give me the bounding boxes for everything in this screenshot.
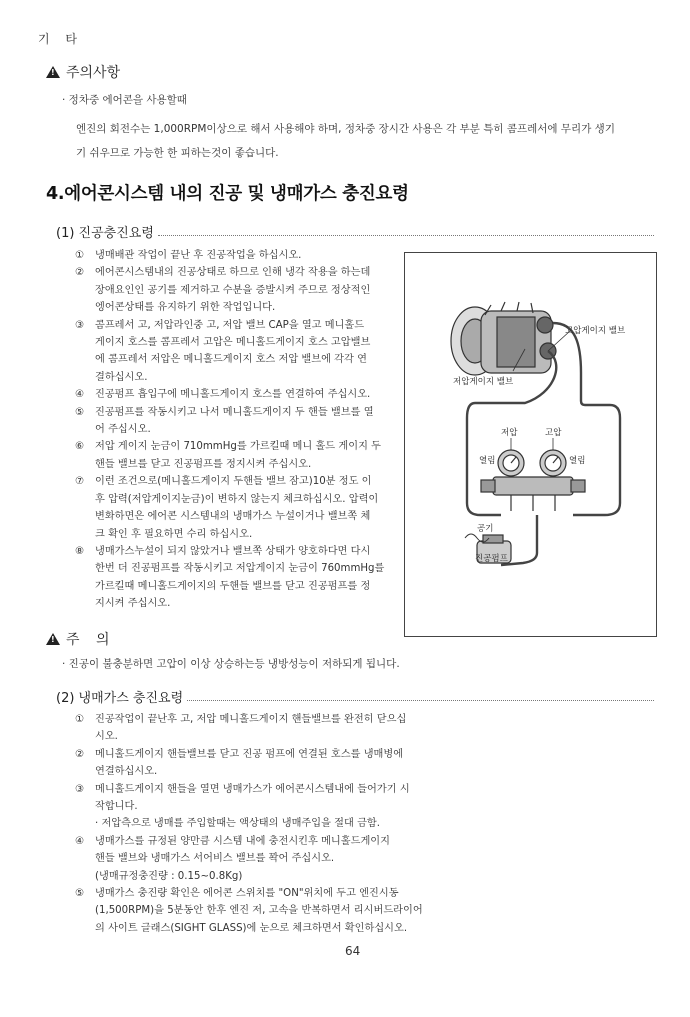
item-line: 후 압력(저압게이지눈금)이 변하지 않는지 체크하십시오. 압력이 bbox=[95, 493, 379, 505]
label-air: 공기 bbox=[477, 524, 494, 534]
item-number: ⑥ bbox=[75, 441, 85, 453]
caution-heading bbox=[46, 62, 120, 82]
page-number: 64 bbox=[345, 944, 361, 958]
list-item bbox=[75, 317, 395, 387]
item-line: 메니홀드게이지 핸들밸브를 닫고 진공 펌프에 연결된 호스를 냉매병에 bbox=[95, 748, 404, 760]
item-line: 시오. bbox=[95, 731, 118, 743]
item-number: ① bbox=[75, 250, 85, 261]
item-line: 변화하면은 에어콘 시스템내의 냉매가스 누설이거나 밸브쪽 체 bbox=[95, 511, 371, 523]
item-number: ③ bbox=[75, 319, 85, 331]
item-line: 어 주십시오. bbox=[95, 424, 151, 436]
list-item bbox=[75, 473, 395, 543]
section1-list bbox=[75, 247, 395, 613]
item-number: ⑧ bbox=[75, 545, 85, 557]
item-line: 메니홀드게이지 핸들을 열면 냉매가스가 에어콘시스템내에 들어가기 시 bbox=[95, 783, 410, 795]
item-line: 콤프레서 고, 저압라인중 고, 저압 밸브 CAP을 열고 메니홀드 bbox=[95, 319, 365, 331]
caution-bullet: · 정차중 에어콘을 사용할때 bbox=[62, 94, 187, 106]
compressor-icon bbox=[451, 302, 556, 375]
caution-heading bbox=[46, 629, 116, 649]
item-number: ① bbox=[75, 714, 85, 725]
item-line: 이런 조건으로(메니홀드게이지 두핸들 밸브 잠고)10분 정도 이 bbox=[95, 476, 372, 488]
item-body bbox=[95, 386, 395, 403]
item-line: 냉매가스누설이 되지 않았거나 밸브쪽 상태가 양호하다면 다시 bbox=[95, 545, 371, 557]
list-item bbox=[75, 264, 395, 316]
item-line: 진공작업이 끝난후 고, 저압 메니홀드게이지 핸들밸브를 완전히 닫으십 bbox=[95, 714, 407, 725]
item-line: 작합니다. bbox=[95, 801, 138, 813]
dotted-leader bbox=[158, 227, 654, 236]
item-line: (냉매규정충진량 : 0.15~0.8Kg) bbox=[95, 870, 243, 882]
item-line: 에 콤프레서 저압은 메니홀드게이지 호스 저압 밸브에 각각 연 bbox=[95, 354, 367, 366]
item-line: 엥어콘상태를 유지하기 위한 작업입니다. bbox=[95, 302, 276, 314]
caution-text-line: 엔진의 회전수는 1,000RPM이상으로 해서 사용해야 하며, 정차중 장시간 사용은 각 부분 특히 콤프레서에 무리가 생기 bbox=[76, 123, 615, 135]
item-body bbox=[95, 781, 425, 833]
item-body bbox=[95, 317, 395, 387]
item-line: 진공펌프 흡입구에 메니홀드게이지 호스를 연결하여 주십시오. bbox=[95, 389, 371, 401]
list-item bbox=[75, 247, 395, 264]
warning-icon bbox=[46, 66, 60, 78]
item-line: 가르킬때 메니홀드게이지의 두핸들 밸브를 닫고 진공펌프를 정 bbox=[95, 580, 371, 592]
list-item bbox=[75, 833, 425, 885]
diagram-illustration bbox=[405, 253, 656, 636]
item-number: ⑤ bbox=[75, 888, 85, 900]
item-number: ② bbox=[75, 267, 85, 279]
section2-list bbox=[75, 711, 425, 937]
item-line: 크 확인 후 필요하면 수리 하십시오. bbox=[95, 528, 253, 540]
section-title: (1) 진공충진요령 bbox=[56, 226, 154, 241]
item-number: ⑦ bbox=[75, 476, 85, 488]
label-low-valve: 저압게이지 밸브 bbox=[453, 377, 514, 387]
caution-title: 주의사항 bbox=[66, 65, 121, 81]
item-body bbox=[95, 833, 425, 885]
item-body bbox=[95, 247, 395, 264]
item-line: 냉매배관 작업이 끝난 후 진공작업을 하십시오. bbox=[95, 250, 302, 261]
item-line: 핸들 밸브와 냉매가스 서어비스 밸브를 꽉어 주십시오. bbox=[95, 853, 335, 865]
item-line: 장애요인인 공기를 제거하고 수분을 증발시켜 주므로 정상적인 bbox=[95, 284, 371, 296]
item-number: ④ bbox=[75, 389, 85, 401]
item-body bbox=[95, 543, 395, 613]
caution-title: 주 의 bbox=[66, 632, 116, 648]
item-body bbox=[95, 438, 395, 473]
label-open-left: 열림 bbox=[479, 456, 496, 466]
item-line: 핸들 밸브를 닫고 진공펌프를 정지시켜 주십시오. bbox=[95, 458, 312, 470]
list-item bbox=[75, 404, 395, 439]
item-number: ④ bbox=[75, 835, 85, 847]
item-number: ③ bbox=[75, 783, 85, 795]
item-line: 진공펌프를 작동시키고 나서 메니홀드게이지 두 핸들 밸브를 열 bbox=[95, 406, 374, 418]
item-line: 지시켜 주십시오. bbox=[95, 598, 171, 610]
section-heading bbox=[56, 222, 654, 241]
item-line: · 저압측으로 냉매를 주입할때는 액상태의 냉매주입을 절대 금함. bbox=[95, 818, 381, 830]
list-item bbox=[75, 781, 425, 833]
item-body bbox=[95, 711, 425, 746]
item-body bbox=[95, 885, 425, 937]
item-number: ⑤ bbox=[75, 406, 85, 418]
list-item bbox=[75, 746, 425, 781]
label-high-gauge: 고압 bbox=[545, 428, 562, 438]
item-line: 연결하십시오. bbox=[95, 766, 158, 778]
item-line: 냉매가스를 규정된 양만큼 시스템 내에 충전시킨후 메니홀드게이지 bbox=[95, 835, 390, 847]
running-header: 기 타 bbox=[38, 32, 83, 46]
section-heading bbox=[56, 687, 654, 706]
item-line: (1,500RPM)을 5분동안 한후 엔진 저, 고속을 반복하면서 리시버드라이어 bbox=[95, 905, 423, 917]
list-item bbox=[75, 885, 425, 937]
item-line: 한번 더 진공펌프를 작동시키고 저압게이지 눈금이 760mmHg를 bbox=[95, 563, 385, 575]
item-line: 결하십시오. bbox=[95, 371, 148, 383]
item-line: 저압 게이지 눈금이 710mmHg를 가르킬때 메니 홀드 게이지 두 bbox=[95, 441, 381, 453]
main-title: 4.에어콘시스템 내의 진공 및 냉매가스 충진요령 bbox=[46, 184, 409, 204]
manifold-diagram bbox=[404, 252, 657, 637]
section-title: (2) 냉매가스 충진요령 bbox=[56, 691, 184, 706]
item-number: ② bbox=[75, 748, 85, 760]
item-body bbox=[95, 264, 395, 316]
label-pump: 진공펌프 bbox=[475, 554, 508, 564]
item-body bbox=[95, 404, 395, 439]
item-line: 의 사이트 글래스(SIGHT GLASS)에 눈으로 체크하면서 확인하십시오. bbox=[95, 922, 408, 934]
list-item bbox=[75, 543, 395, 613]
list-item bbox=[75, 386, 395, 403]
caution-text-line: 기 쉬우므로 가능한 한 피하는것이 좋습니다. bbox=[76, 147, 279, 159]
item-body bbox=[95, 473, 395, 543]
label-high-valve: 고압게이지 밸브 bbox=[565, 326, 626, 336]
caution-bullet: · 진공이 불충분하면 고압이 이상 상승하는등 냉방성능이 저하되게 됩니다. bbox=[62, 658, 400, 670]
list-item bbox=[75, 711, 425, 746]
item-line: 에어콘시스템내의 진공상태로 하므로 인해 냉각 작용을 하는데 bbox=[95, 267, 371, 279]
item-line: 냉매가스 충진량 확인은 에어콘 스위치를 "ON"위치에 두고 엔진시동 bbox=[95, 888, 399, 900]
item-line: 게이지 호스를 콤프레서 고압은 메니홀드게이지 호스 고압밸브 bbox=[95, 337, 371, 349]
warning-icon bbox=[46, 633, 60, 645]
label-low-gauge: 저압 bbox=[501, 428, 518, 438]
dotted-leader bbox=[187, 692, 654, 701]
list-item bbox=[75, 438, 395, 473]
label-open-right: 열림 bbox=[569, 456, 586, 466]
item-body bbox=[95, 746, 425, 781]
